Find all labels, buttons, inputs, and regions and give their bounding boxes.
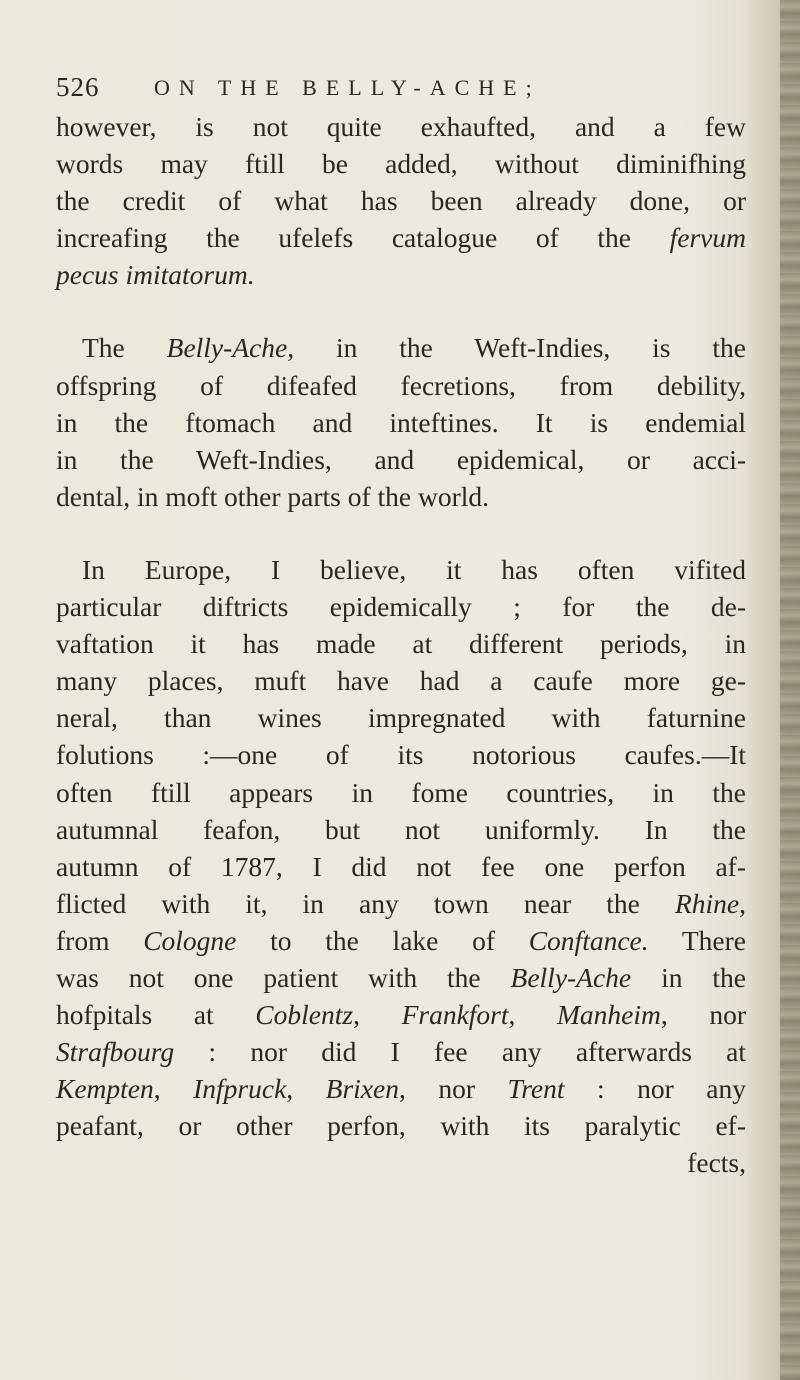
text-segment: offspring of difeafed fecretions, from debility, xyxy=(56,369,746,401)
text-segment: in the Weft-Indies, and epidemical, or acci- xyxy=(56,443,746,475)
text-line xyxy=(56,774,746,811)
text-line xyxy=(56,145,746,182)
text-segment: was not one patient with the xyxy=(56,961,511,993)
text-line xyxy=(56,1107,746,1144)
text-line xyxy=(56,996,746,1033)
page-number: 526 xyxy=(56,72,100,102)
text-line xyxy=(56,256,746,293)
paragraph xyxy=(56,108,746,293)
text-line xyxy=(56,885,746,922)
italic-text: Brixen xyxy=(325,1073,399,1105)
italic-text: Strafbourg xyxy=(56,1036,175,1068)
text-line xyxy=(56,182,746,219)
text-segment: , nor xyxy=(398,1073,508,1105)
text-line xyxy=(56,404,746,441)
italic-text: pecus imitatorum. xyxy=(56,259,255,291)
text-line xyxy=(56,699,746,736)
text-segment: however, is not quite exhaufted, and a few xyxy=(56,111,746,142)
text-line xyxy=(56,662,746,699)
text-line xyxy=(56,478,746,515)
text-line xyxy=(56,848,746,885)
text-segment: particular diftricts epidemically ; for the de- xyxy=(56,591,746,623)
text-line xyxy=(56,1070,746,1107)
text-segment: folutions :—one of its notorious caufes.—It xyxy=(56,739,746,771)
italic-text: Trent xyxy=(507,1073,565,1105)
text-segment: , xyxy=(153,1073,194,1105)
italic-text: Belly-Ache xyxy=(166,332,288,364)
italic-text: Frankfort xyxy=(401,999,509,1031)
text-segment: dental, in moft other parts of the world. xyxy=(56,480,490,512)
text-line xyxy=(56,551,746,588)
text-segment: autumnal feafon, but not uniformly. In the xyxy=(56,813,746,845)
text-segment: words may ftill be added, without diminifhing xyxy=(56,148,746,180)
text-segment: , in the Weft-Indies, is the xyxy=(287,332,746,364)
text-line xyxy=(56,219,746,256)
text-segment: in the xyxy=(631,961,746,993)
text-segment: The xyxy=(82,332,167,364)
text-line xyxy=(56,922,746,959)
text-segment: the credit of what has been already done, or xyxy=(56,185,746,217)
text-line xyxy=(56,736,746,773)
paragraph xyxy=(56,329,746,514)
text-line xyxy=(56,959,746,996)
text-segment: neral, than wines impregnated with faturnine xyxy=(56,702,746,734)
text-segment: vaftation it has made at different periods, in xyxy=(56,628,746,660)
text-segment: in the ftomach and inteftines. It is endemial xyxy=(56,406,746,438)
italic-text: Infpruck xyxy=(193,1073,287,1105)
text-line xyxy=(56,588,746,625)
italic-text: Manheim xyxy=(557,999,661,1031)
text-segment: increafing the ufelefs catalogue of the xyxy=(56,222,670,254)
italic-text: Kempten xyxy=(56,1073,154,1105)
italic-text: Cologne xyxy=(143,924,237,956)
page-edge xyxy=(780,0,800,1380)
paragraph xyxy=(56,551,746,1182)
running-head: ON THE BELLY-ACHE; xyxy=(154,75,541,100)
text-line xyxy=(56,625,746,662)
text-line xyxy=(56,329,746,366)
text-line xyxy=(56,108,746,145)
text-segment: There xyxy=(648,924,746,956)
text-segment: : nor did I fee any afterwards at xyxy=(174,1036,746,1068)
text-segment: peafant, or other perfon, with its paralytic ef- xyxy=(56,1110,746,1142)
page-header xyxy=(56,72,656,112)
text-line xyxy=(56,811,746,848)
text-segment: many places, muft have had a caufe more ge- xyxy=(56,665,746,697)
text-segment: flicted with it, in any town near the xyxy=(56,887,675,919)
text-segment: , xyxy=(508,999,557,1031)
text-segment: autumn of 1787, I did not fee one perfon af- xyxy=(56,850,746,882)
text-segment: hofpitals at xyxy=(56,999,256,1031)
text-segment: , xyxy=(739,887,746,919)
text-segment: In Europe, I believe, it has often vifited xyxy=(82,553,746,585)
text-segment: from xyxy=(56,924,144,956)
catchword: fects, xyxy=(687,1147,746,1179)
italic-text: fervum xyxy=(669,222,746,254)
text-line xyxy=(56,367,746,404)
italic-text: Conftance. xyxy=(528,924,649,956)
text-segment: , xyxy=(286,1073,326,1105)
text-segment: often ftill appears in fome countries, in the xyxy=(56,776,746,808)
text-segment: , nor xyxy=(660,999,747,1031)
text-line xyxy=(56,441,746,478)
body-text xyxy=(56,108,746,1182)
text-segment: , xyxy=(353,999,402,1031)
text-segment: : nor any xyxy=(564,1073,746,1105)
italic-text: Rhine xyxy=(674,887,740,919)
text-segment: to the lake of xyxy=(236,924,529,956)
text-line xyxy=(56,1033,746,1070)
italic-text: Coblentz xyxy=(255,999,354,1031)
italic-text: Belly-Ache xyxy=(510,961,632,993)
